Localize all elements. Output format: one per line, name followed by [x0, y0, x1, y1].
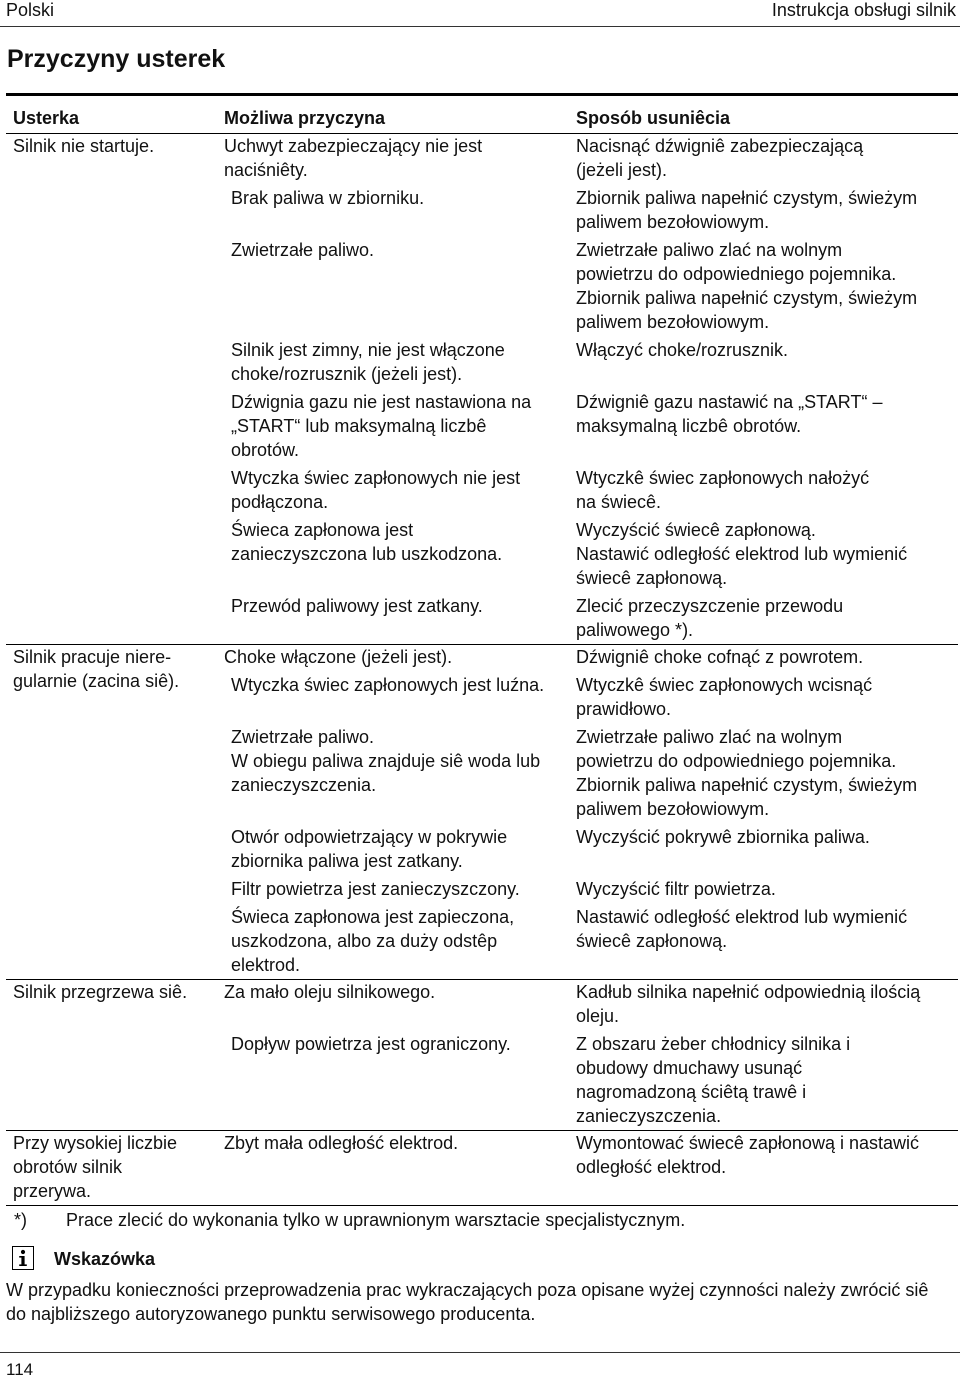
cause-cell: Choke włączone (jeżeli jest). — [224, 647, 453, 667]
remedy-cell: Wyczyścić pokrywê zbiornika paliwa. — [576, 827, 870, 847]
footnote-mark: *) — [14, 1210, 27, 1230]
column-header-remedy: Sposób usuniêcia — [576, 108, 731, 128]
remedy-cell: Zlecić przeczyszczenie przewodu paliwowego *). — [576, 596, 844, 640]
table-body — [6, 134, 958, 1206]
remedy-cell: Dźwigniê choke cofnąć z powrotem. — [576, 647, 864, 667]
cause-cell: Wtyczka świec zapłonowych jest luźna. — [231, 675, 545, 695]
page-number: 114 — [6, 1360, 34, 1379]
table-row — [6, 980, 958, 1033]
remedy-cell: Wtyczkê świec zapłonowych wcisnąć prawidłowo. — [576, 675, 873, 719]
hint-title: Wskazówka — [54, 1249, 156, 1269]
footer-divider — [0, 1352, 960, 1353]
remedy-cell: Wtyczkê świec zapłonowych nałożyć na świecê. — [576, 468, 870, 512]
remedy-cell: Kadłub silnika napełnić odpowiednią ilością oleju. — [576, 982, 921, 1026]
troubleshooting-table — [6, 96, 958, 1205]
cause-cell: Filtr powietrza jest zanieczyszczony. — [231, 879, 520, 899]
header-language: Polski — [6, 0, 55, 20]
remedy-cell: Z obszaru żeber chłodnicy silnika i obudowy dmuchawy usunąć nagromadzoną ściêtą trawê i zanieczyszczenia. — [576, 1034, 851, 1126]
fault-cell: Silnik nie startuje. — [13, 136, 155, 156]
remedy-cell: Dźwigniê gazu nastawić na „START“ – maksymalną liczbê obrotów. — [576, 392, 883, 436]
table-row — [6, 134, 958, 187]
header-manual-title: Instrukcja obsługi silnik — [771, 0, 956, 20]
table-row — [6, 645, 958, 674]
cause-cell: Za mało oleju silnikowego. — [224, 982, 436, 1002]
remedy-cell: Nastawić odległość elektrod lub wymienić świecê zapłonową. — [576, 907, 908, 951]
cause-cell: Świeca zapłonowa jest zapieczona, uszkodzona, albo za duży odstêp elektrod. — [231, 907, 515, 975]
fault-cell: Silnik przegrzewa siê. — [13, 982, 188, 1002]
table-header-row — [6, 96, 958, 134]
hint-text: W przypadku konieczności przeprowadzenia prac wykraczających poza opisane wyżej czynności należy zwrócić siê do najbliższego autoryzowanego punktu serwisowego producenta. — [6, 1280, 929, 1324]
remedy-cell: Wymontować świecê zapłonową i nastawić odległość elektrod. — [576, 1133, 919, 1177]
table-row — [6, 1131, 958, 1206]
cause-cell: Zwietrzałe paliwo. W obiegu paliwa znajduje siê woda lub zanieczyszczenia. — [231, 727, 541, 795]
cause-cell: Zbyt mała odległość elektrod. — [224, 1133, 459, 1153]
cause-cell: Brak paliwa w zbiorniku. — [231, 188, 425, 208]
table-bottom-rule — [6, 1205, 958, 1206]
remedy-cell: Włączyć choke/rozrusznik. — [576, 340, 789, 360]
footnote-text: Prace zlecić do wykonania tylko w uprawnionym warsztacie specjalistycznym. — [66, 1210, 686, 1230]
cause-cell: Dopływ powietrza jest ograniczony. — [231, 1034, 511, 1054]
fault-cell: Przy wysokiej liczbie obrotów silnik przerywa. — [13, 1133, 178, 1201]
cause-cell: Świeca zapłonowa jest zanieczyszczona lub uszkodzona. — [231, 520, 503, 564]
cause-cell: Przewód paliwowy jest zatkany. — [231, 596, 483, 616]
fault-cell: Silnik pracuje niere- gularnie (zacina siê). — [13, 647, 180, 691]
remedy-cell: Wyczyścić świecê zapłonową. Nastawić odległość elektrod lub wymienić świecê zapłonową. — [576, 520, 908, 588]
remedy-cell: Nacisnąć dźwigniê zabezpieczającą (jeżeli jest). — [576, 136, 864, 180]
remedy-cell: Zbiornik paliwa napełnić czystym, świeżym paliwem bezołowiowym. — [576, 188, 918, 232]
footnote — [14, 1208, 685, 1232]
cause-cell: Dźwignia gazu nie jest nastawiona na „START“ lub maksymalną liczbê obrotów. — [231, 392, 532, 460]
header-divider — [0, 26, 960, 27]
page-title: Przyczyny usterek — [7, 45, 226, 73]
cause-cell: Otwór odpowietrzający w pokrywie zbiornika paliwa jest zatkany. — [231, 827, 508, 871]
column-header-cause: Możliwa przyczyna — [224, 108, 386, 128]
cause-cell: Silnik jest zimny, nie jest włączone choke/rozrusznik (jeżeli jest). — [231, 340, 505, 384]
remedy-cell: Zwietrzałe paliwo zlać na wolnym powietrzu do odpowiedniego pojemnika. Zbiornik paliwa napełnić czystym, świeżym paliwem bezołowiowym. — [576, 727, 918, 819]
cause-cell: Wtyczka świec zapłonowych nie jest podłączona. — [231, 468, 521, 512]
remedy-cell: Zwietrzałe paliwo zlać na wolnym powietrzu do odpowiedniego pojemnika. Zbiornik paliwa napełnić czystym, świeżym paliwem bezołowiowym. — [576, 240, 918, 332]
page-header — [0, 0, 960, 22]
column-header-fault: Usterka — [13, 108, 80, 128]
cause-cell: Uchwyt zabezpieczający nie jest naciśniêty. — [224, 136, 483, 180]
cause-cell: Zwietrzałe paliwo. — [231, 240, 375, 260]
info-icon — [12, 1246, 34, 1270]
troubleshooting-table-wrapper — [6, 93, 958, 1206]
remedy-cell: Wyczyścić filtr powietrza. — [576, 879, 776, 899]
